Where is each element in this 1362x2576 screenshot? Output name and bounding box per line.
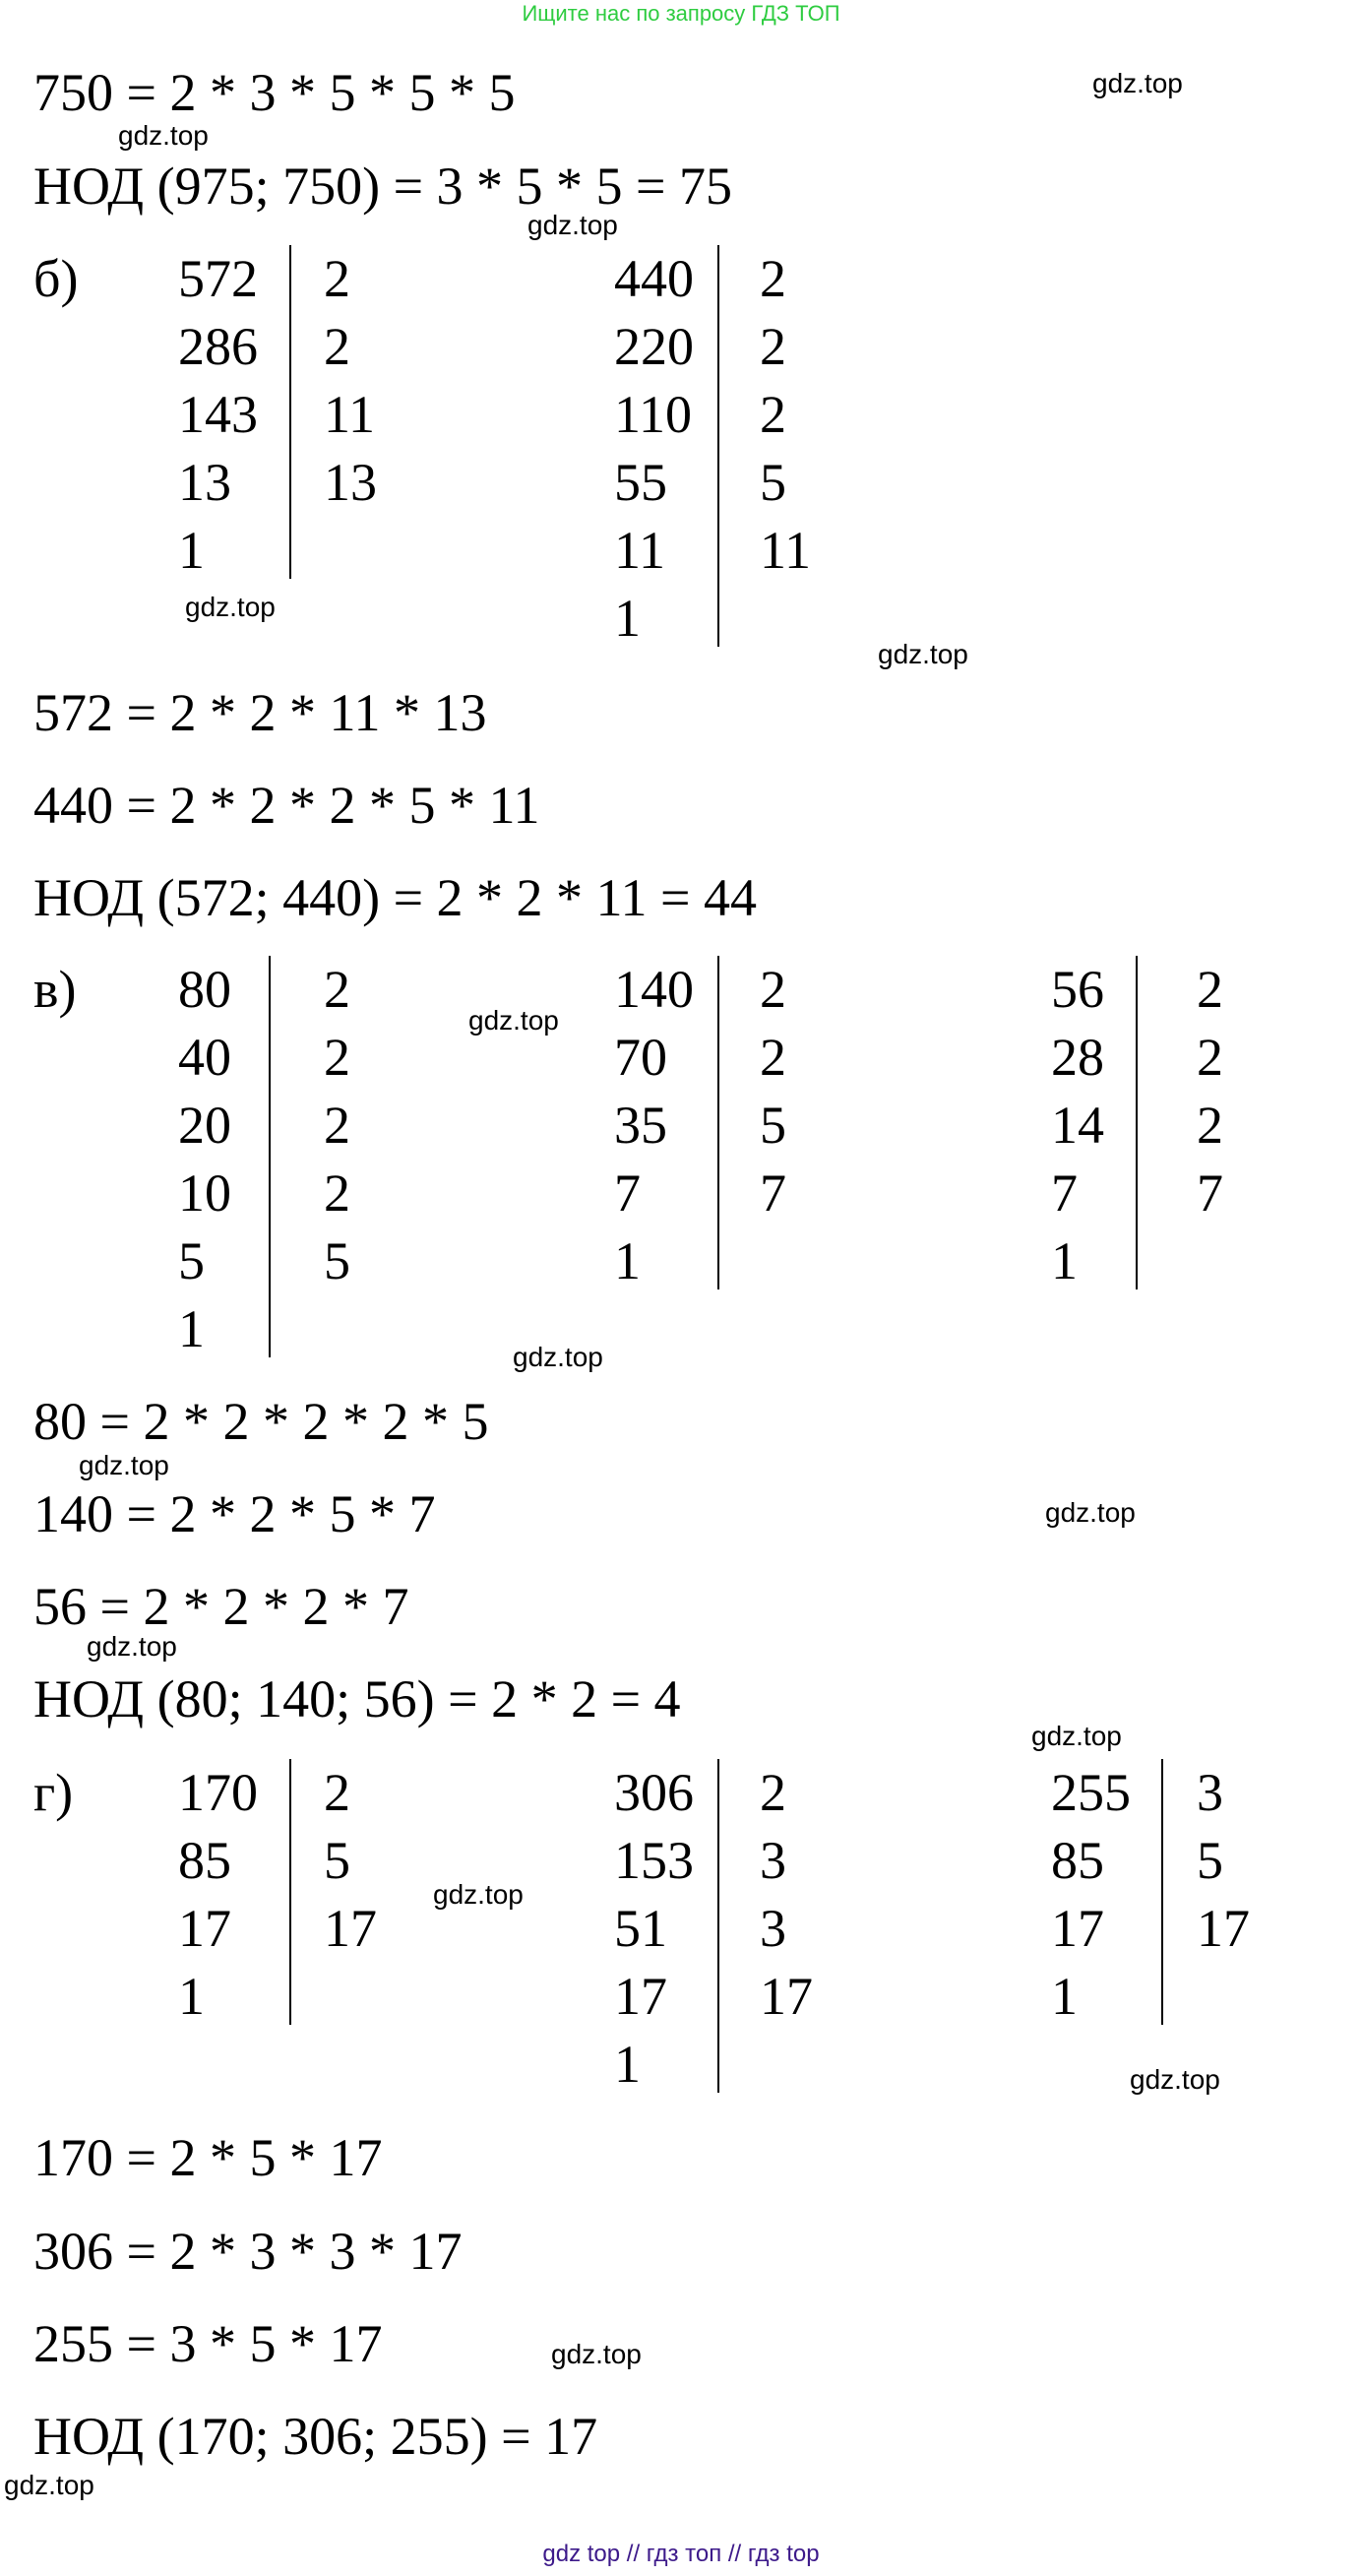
divisor-value: 2 [324,1163,350,1223]
watermark: gdz.top [1031,1721,1122,1751]
divisor-value: 7 [760,1163,786,1223]
division-bar [1161,1759,1163,2025]
result-line: 56 = 2 * 2 * 2 * 7 [33,1577,409,1636]
result-line: 80 = 2 * 2 * 2 * 2 * 5 [33,1392,489,1451]
watermark: gdz.top [118,120,209,151]
watermark: gdz.top [551,2339,642,2369]
dividend-value: 1 [178,1299,205,1358]
part-label-v: в) [33,960,77,1019]
watermark: gdz.top [1130,2064,1220,2095]
dividend-value: 13 [178,453,231,512]
dividend-value: 51 [614,1899,667,1958]
divisor-value: 2 [324,317,350,376]
dividend-value: 255 [1051,1763,1131,1822]
dividend-value: 140 [614,960,694,1019]
dividend-value: 1 [614,2035,641,2094]
intro-line-1: 750 = 2 * 3 * 5 * 5 * 5 [33,63,516,122]
dividend-value: 28 [1051,1028,1104,1087]
divisor-value: 2 [1197,1028,1223,1087]
divisor-value: 7 [1197,1163,1223,1223]
divisor-value: 2 [324,960,350,1019]
result-line: 255 = 3 * 5 * 17 [33,2314,383,2373]
dividend-value: 1 [614,589,641,648]
watermark: gdz.top [185,592,276,622]
divisor-value: 17 [324,1899,377,1958]
dividend-value: 220 [614,317,694,376]
divisor-value: 11 [760,521,811,580]
division-bar [269,956,271,1357]
dividend-value: 1 [1051,1967,1078,2026]
watermark: gdz.top [513,1342,603,1372]
dividend-value: 80 [178,960,231,1019]
dividend-value: 17 [178,1899,231,1958]
dividend-value: 35 [614,1096,667,1155]
dividend-value: 306 [614,1763,694,1822]
result-line: НОД (80; 140; 56) = 2 * 2 = 4 [33,1669,681,1728]
dividend-value: 110 [614,385,692,444]
watermark: gdz.top [468,1005,559,1036]
dividend-value: 1 [1051,1231,1078,1290]
dividend-value: 1 [178,521,205,580]
dividend-value: 440 [614,249,694,308]
divisor-value: 5 [760,1096,786,1155]
watermark: gdz.top [878,639,968,669]
divisor-value: 2 [760,385,786,444]
result-line: 306 = 2 * 3 * 3 * 17 [33,2222,463,2281]
footer-links[interactable]: gdz top // гдз топ // гдз top [542,2541,820,2567]
divisor-value: 2 [324,1096,350,1155]
divisor-value: 2 [1197,1096,1223,1155]
result-line: 140 = 2 * 2 * 5 * 7 [33,1484,436,1543]
dividend-value: 55 [614,453,667,512]
dividend-value: 14 [1051,1096,1104,1155]
dividend-value: 20 [178,1096,231,1155]
dividend-value: 286 [178,317,258,376]
dividend-value: 17 [614,1967,667,2026]
division-bar [717,245,719,647]
dividend-value: 143 [178,385,258,444]
divisor-value: 2 [1197,960,1223,1019]
divisor-value: 2 [760,317,786,376]
header-search-hint[interactable]: Ищите нас по запросу ГДЗ ТОП [522,1,840,26]
divisor-value: 17 [760,1967,813,2026]
dividend-value: 85 [178,1831,231,1890]
watermark: gdz.top [79,1450,169,1480]
dividend-value: 572 [178,249,258,308]
dividend-value: 5 [178,1231,205,1290]
dividend-value: 10 [178,1163,231,1223]
dividend-value: 70 [614,1028,667,1087]
divisor-value: 2 [760,249,786,308]
divisor-value: 5 [324,1831,350,1890]
part-label-g: г) [33,1763,74,1822]
dividend-value: 11 [614,521,665,580]
divisor-value: 17 [1197,1899,1250,1958]
watermark: gdz.top [1045,1497,1136,1528]
dividend-value: 85 [1051,1831,1104,1890]
division-bar [717,1759,719,2093]
divisor-value: 2 [324,249,350,308]
result-line: 170 = 2 * 5 * 17 [33,2128,383,2187]
divisor-value: 11 [324,385,375,444]
divisor-value: 5 [1197,1831,1223,1890]
dividend-value: 153 [614,1831,694,1890]
watermark: gdz.top [433,1879,524,1910]
divisor-value: 2 [324,1028,350,1087]
divisor-value: 3 [760,1831,786,1890]
intro-line-2: НОД (975; 750) = 3 * 5 * 5 = 75 [33,157,733,216]
divisor-value: 3 [1197,1763,1223,1822]
watermark: gdz.top [1092,68,1183,98]
watermark: gdz.top [527,210,618,240]
part-label-b: б) [33,249,79,308]
division-bar [1136,956,1138,1289]
dividend-value: 170 [178,1763,258,1822]
division-bar [289,245,291,579]
divisor-value: 13 [324,453,377,512]
divisor-value: 2 [760,1763,786,1822]
dividend-value: 17 [1051,1899,1104,1958]
divisor-value: 5 [324,1231,350,1290]
dividend-value: 40 [178,1028,231,1087]
divisor-value: 2 [760,960,786,1019]
division-bar [289,1759,291,2025]
divisor-value: 3 [760,1899,786,1958]
result-line: 572 = 2 * 2 * 11 * 13 [33,683,487,742]
divisor-value: 5 [760,453,786,512]
dividend-value: 1 [614,1231,641,1290]
divisor-value: 2 [324,1763,350,1822]
divisor-value: 2 [760,1028,786,1087]
watermark: gdz.top [4,2470,94,2500]
result-line: НОД (170; 306; 255) = 17 [33,2407,598,2466]
dividend-value: 7 [1051,1163,1078,1223]
dividend-value: 1 [178,1967,205,2026]
division-bar [717,956,719,1289]
dividend-value: 56 [1051,960,1104,1019]
dividend-value: 7 [614,1163,641,1223]
watermark: gdz.top [87,1631,177,1662]
result-line: НОД (572; 440) = 2 * 2 * 11 = 44 [33,868,758,927]
result-line: 440 = 2 * 2 * 2 * 5 * 11 [33,776,540,835]
